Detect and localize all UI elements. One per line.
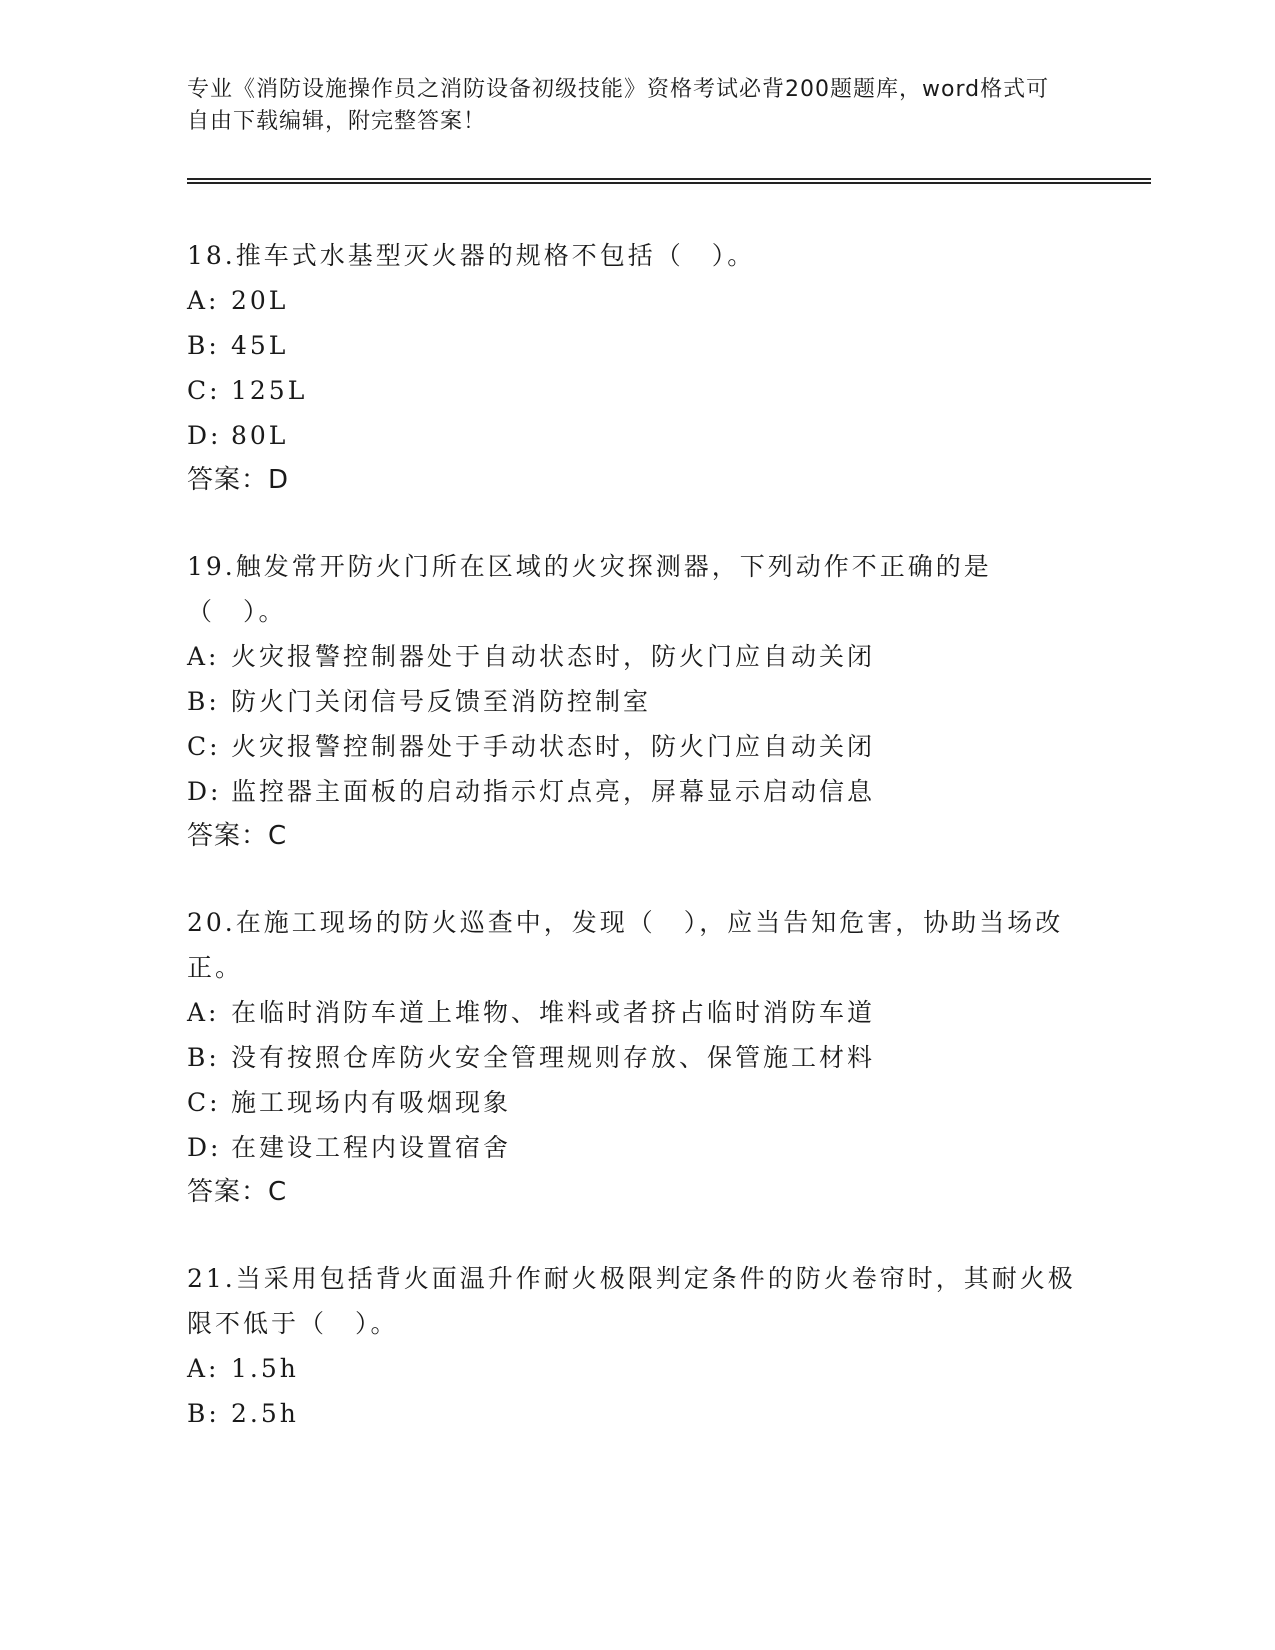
option-c	[187, 1080, 1087, 1125]
option-b	[187, 679, 1087, 724]
option-letter: B:	[187, 331, 220, 360]
option-text: 监控器主面板的启动指示灯点亮，屏幕显示启动信息	[231, 777, 876, 806]
header-divider	[187, 178, 1151, 184]
question-stem: 20.在施工现场的防火巡查中，发现（ ），应当告知危害，协助当场改正。	[187, 908, 1064, 982]
option-b	[187, 1391, 1087, 1436]
option-letter: A:	[187, 1354, 220, 1383]
option-b	[187, 1035, 1087, 1080]
question-stem: 18.推车式水基型灭火器的规格不包括（ ）。	[187, 241, 756, 270]
option-text: 防火门关闭信号反馈至消防控制室	[231, 687, 652, 716]
option-text: 20L	[231, 286, 289, 315]
option-text: 125L	[231, 376, 308, 405]
option-b	[187, 323, 1087, 368]
option-letter: C:	[187, 376, 221, 405]
option-letter: A:	[187, 998, 220, 1027]
option-d	[187, 1125, 1087, 1170]
option-text: 火灾报警控制器处于自动状态时，防火门应自动关闭	[231, 642, 876, 671]
option-letter: B:	[187, 687, 220, 716]
option-letter: A:	[187, 286, 220, 315]
option-letter: B:	[187, 1043, 220, 1072]
option-letter: C:	[187, 732, 221, 761]
answer-line: 答案：C	[187, 1177, 288, 1207]
option-letter: D:	[187, 421, 222, 450]
option-letter: C:	[187, 1088, 221, 1117]
answer-line: 答案：D	[187, 465, 290, 495]
option-letter: B:	[187, 1399, 220, 1428]
option-d	[187, 413, 1087, 458]
option-a	[187, 990, 1087, 1035]
option-letter: D:	[187, 1133, 222, 1162]
question-list	[187, 233, 1087, 1478]
option-text: 在临时消防车道上堆物、堆料或者挤占临时消防车道	[231, 998, 876, 1027]
option-text: 火灾报警控制器处于手动状态时，防火门应自动关闭	[231, 732, 876, 761]
option-text: 没有按照仓库防火安全管理规则存放、保管施工材料	[231, 1043, 876, 1072]
option-text: 施工现场内有吸烟现象	[231, 1088, 512, 1117]
question-19	[187, 544, 1087, 858]
document-header: 专业《消防设施操作员之消防设备初级技能》资格考试必背200题题库，word格式可自由下载编辑，附完整答案！	[187, 77, 1050, 134]
question-stem: 21.当采用包括背火面温升作耐火极限判定条件的防火卷帘时，其耐火极限不低于（ ）。	[187, 1264, 1076, 1338]
question-20	[187, 900, 1087, 1214]
option-a	[187, 634, 1087, 679]
question-stem: 19.触发常开防火门所在区域的火灾探测器，下列动作不正确的是（ ）。	[187, 552, 992, 626]
question-18	[187, 233, 1087, 502]
answer-line: 答案：C	[187, 821, 288, 851]
option-text: 在建设工程内设置宿舍	[231, 1133, 512, 1162]
option-letter: A:	[187, 642, 220, 671]
question-21	[187, 1256, 1087, 1436]
option-text: 80L	[231, 421, 289, 450]
option-text: 45L	[231, 331, 289, 360]
option-text: 1.5h	[231, 1354, 299, 1383]
option-a	[187, 278, 1087, 323]
option-text: 2.5h	[231, 1399, 299, 1428]
option-a	[187, 1346, 1087, 1391]
option-c	[187, 368, 1087, 413]
option-letter: D:	[187, 777, 222, 806]
option-d	[187, 769, 1087, 814]
option-c	[187, 724, 1087, 769]
